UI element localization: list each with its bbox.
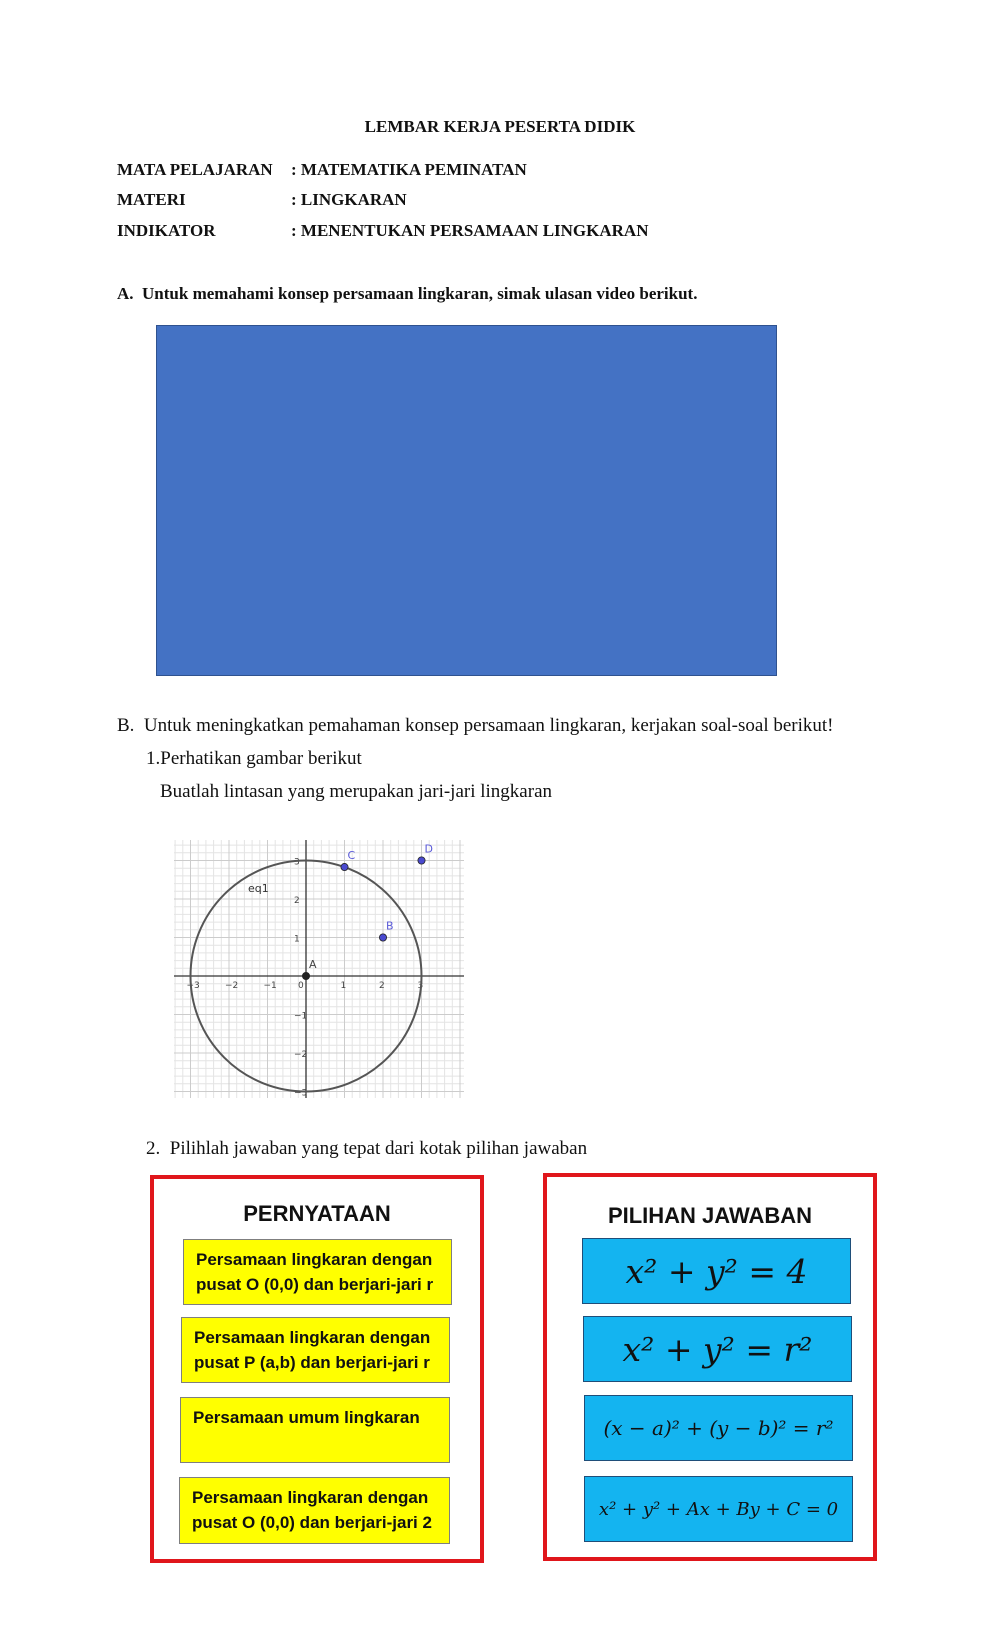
circle-graph[interactable] bbox=[174, 840, 464, 1098]
meta-label-subject: MATA PELAJARAN bbox=[117, 160, 273, 179]
point-b[interactable] bbox=[379, 934, 386, 941]
answer-option[interactable]: x² + y² + Ax + By + C = 0 bbox=[584, 1476, 853, 1542]
point-label-c: C bbox=[347, 849, 356, 863]
meta-value-subject: : MATEMATIKA PEMINATAN bbox=[291, 160, 527, 179]
x-tick-label: 2 bbox=[379, 981, 385, 991]
x-tick-label: 1 bbox=[340, 981, 347, 991]
statement-item[interactable]: Persamaan lingkaran dengan pusat O (0,0) dan berjari-jari 2 bbox=[179, 1477, 450, 1544]
x-tick-label: −1 bbox=[263, 981, 277, 991]
section-b-instruction: B. Untuk meningkatkan pemahaman konsep persamaan lingkaran, kerjakan soal-soal berikut! bbox=[117, 715, 834, 736]
statement-item[interactable]: Persamaan umum lingkaran bbox=[180, 1397, 450, 1463]
answer-option[interactable]: x² + y² = r² bbox=[583, 1316, 852, 1382]
page-title: LEMBAR KERJA PESERTA DIDIK bbox=[364, 117, 636, 136]
answer-option[interactable]: x² + y² = 4 bbox=[582, 1238, 851, 1304]
meta-value-indicator: : MENENTUKAN PERSAMAAN LINGKARAN bbox=[291, 221, 649, 240]
point-c[interactable] bbox=[341, 863, 348, 870]
question-2: 2. Pilihlah jawaban yang tepat dari kotak pilihan jawaban bbox=[146, 1138, 588, 1159]
y-tick-label: −3 bbox=[294, 1088, 308, 1098]
x-tick-label: 0 bbox=[298, 981, 304, 991]
answer-panel-title: PILIHAN JAWABAN bbox=[607, 1203, 813, 1228]
x-tick-label: 3 bbox=[417, 981, 424, 991]
x-tick-label: −3 bbox=[186, 981, 200, 991]
section-a-instruction: A. Untuk memahami konsep persamaan lingkaran, simak ulasan video berikut. bbox=[117, 284, 698, 303]
question-1: 1.Perhatikan gambar berikut bbox=[146, 748, 362, 769]
point-label-a: A bbox=[309, 958, 317, 971]
statement-panel-title: PERNYATAAN bbox=[243, 1201, 391, 1226]
y-tick-label: 1 bbox=[294, 934, 300, 945]
x-tick-label: −2 bbox=[225, 981, 239, 991]
point-label-b: B bbox=[386, 919, 394, 933]
y-tick-label: 3 bbox=[294, 857, 300, 868]
statement-item[interactable]: Persamaan lingkaran dengan pusat O (0,0) dan berjari-jari r bbox=[183, 1239, 452, 1305]
video-placeholder[interactable] bbox=[156, 325, 777, 676]
point-a[interactable] bbox=[302, 972, 309, 979]
circle-label: eq1 bbox=[248, 882, 269, 895]
y-tick-label: −1 bbox=[294, 1011, 308, 1022]
y-tick-label: 2 bbox=[294, 896, 300, 906]
meta-label-indicator: INDIKATOR bbox=[117, 221, 216, 240]
question-1-instruction: Buatlah lintasan yang merupakan jari-jari lingkaran bbox=[160, 781, 552, 802]
answer-panel bbox=[543, 1173, 877, 1561]
meta-label-topic: MATERI bbox=[117, 190, 186, 209]
point-label-d: D bbox=[424, 842, 433, 856]
statement-panel bbox=[150, 1175, 484, 1563]
answer-option[interactable]: (x − a)² + (y − b)² = r² bbox=[584, 1395, 853, 1461]
y-tick-label: −2 bbox=[294, 1050, 308, 1060]
meta-value-topic: : LINGKARAN bbox=[291, 190, 407, 209]
statement-item[interactable]: Persamaan lingkaran dengan pusat P (a,b) dan berjari-jari r bbox=[181, 1317, 450, 1383]
point-d[interactable] bbox=[418, 857, 425, 864]
x-tick-labels bbox=[187, 981, 424, 991]
